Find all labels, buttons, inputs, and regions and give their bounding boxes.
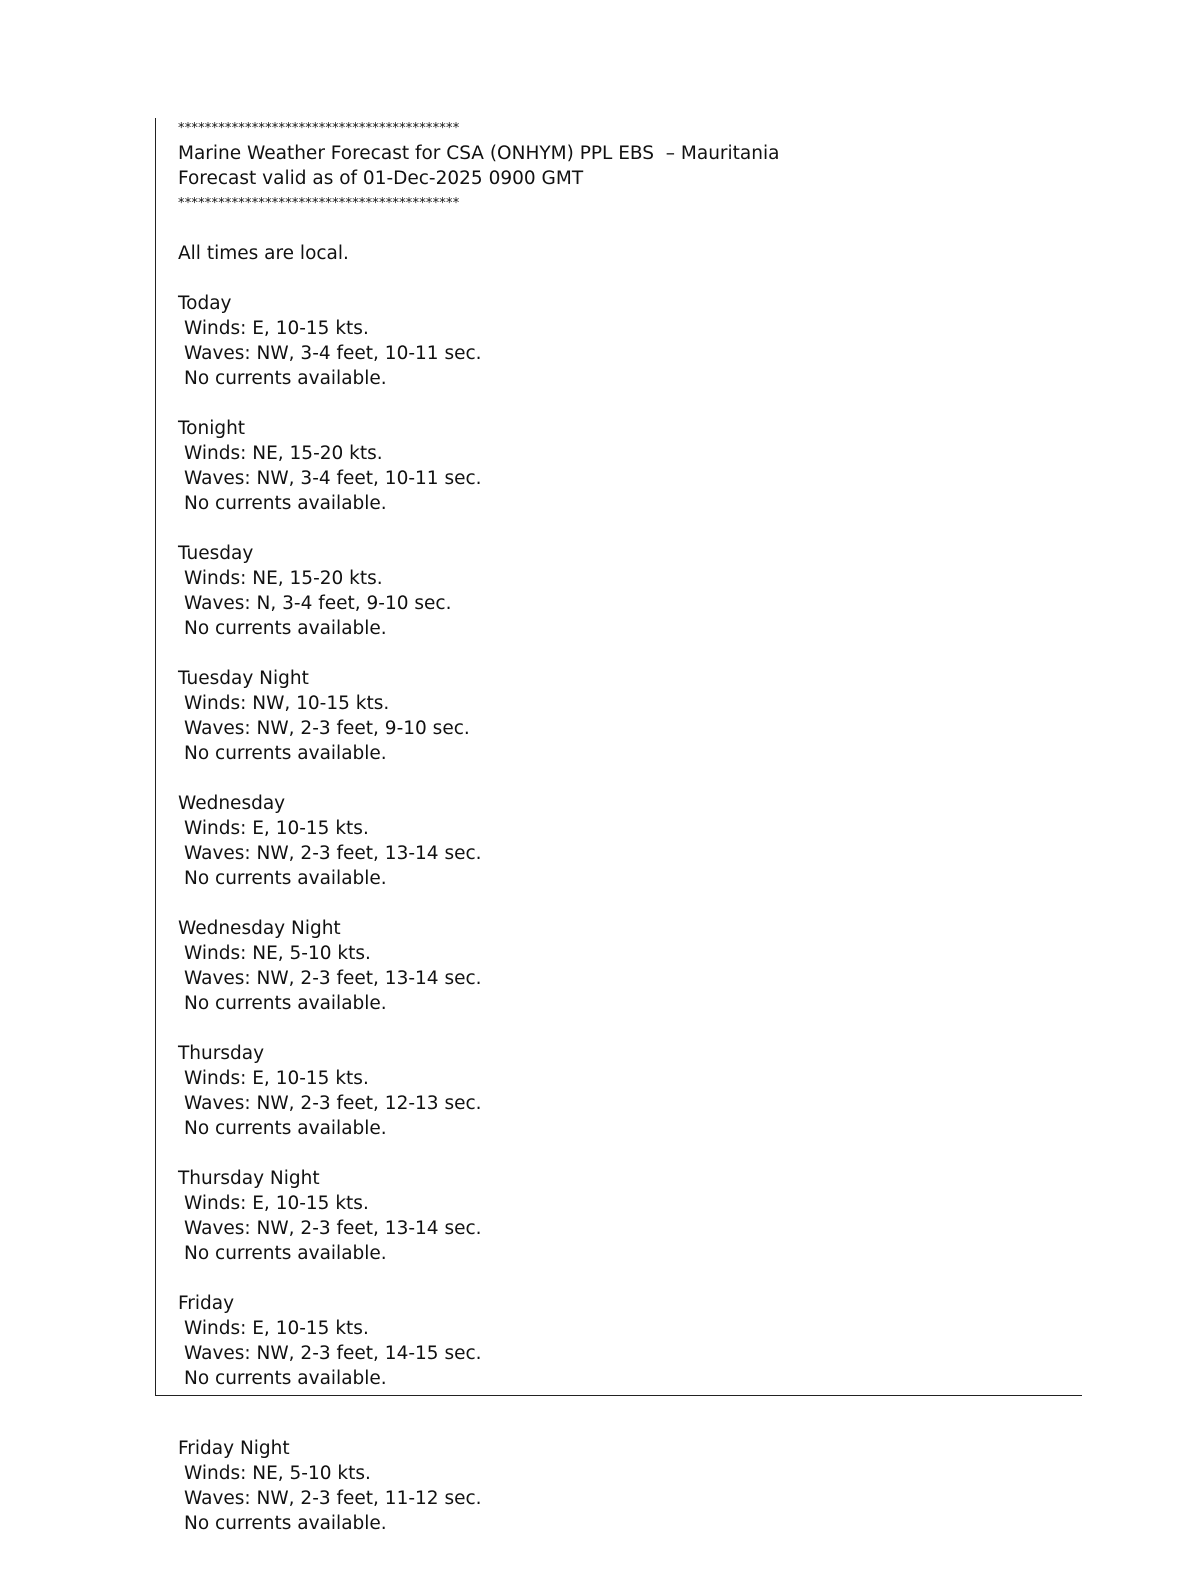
- period-name: Tuesday Night: [178, 668, 309, 689]
- forecast-period: [178, 541, 1078, 666]
- forecast-period: [178, 1166, 1078, 1291]
- period-currents: No currents available.: [184, 493, 387, 514]
- period-winds: Winds: E, 10-15 kts.: [184, 318, 369, 339]
- forecast-period: [178, 291, 1078, 416]
- period-winds: Winds: NE, 5-10 kts.: [184, 943, 371, 964]
- period-winds: Winds: E, 10-15 kts.: [184, 1068, 369, 1089]
- period-waves: Waves: NW, 2-3 feet, 9-10 sec.: [184, 718, 470, 739]
- period-spacer: [178, 1536, 1078, 1561]
- header-stars-top: ******************************************: [178, 121, 460, 136]
- period-name: Today: [178, 293, 232, 314]
- forecast-periods: [178, 291, 1078, 1561]
- period-name: Tonight: [178, 418, 246, 439]
- period-waves: Waves: NW, 3-4 feet, 10-11 sec.: [184, 468, 482, 489]
- period-currents: No currents available.: [184, 993, 387, 1014]
- period-spacer: [178, 641, 1078, 666]
- period-name: Thursday Night: [178, 1168, 320, 1189]
- period-waves: Waves: NW, 2-3 feet, 13-14 sec.: [184, 1218, 482, 1239]
- period-spacer: [178, 1141, 1078, 1166]
- spacer: [178, 216, 1078, 241]
- period-spacer: [178, 516, 1078, 541]
- period-currents: No currents available.: [184, 868, 387, 889]
- period-name: Thursday: [178, 1043, 265, 1064]
- period-waves: Waves: NW, 2-3 feet, 12-13 sec.: [184, 1093, 482, 1114]
- period-spacer: [178, 1266, 1078, 1291]
- period-name: Tuesday: [178, 543, 254, 564]
- period-spacer: [178, 1391, 1078, 1436]
- period-waves: Waves: NW, 2-3 feet, 13-14 sec.: [184, 843, 482, 864]
- header-stars-bottom: ******************************************: [178, 196, 460, 211]
- period-waves: Waves: NW, 2-3 feet, 13-14 sec.: [184, 968, 482, 989]
- period-currents: No currents available.: [184, 1368, 387, 1389]
- forecast-period: [178, 1436, 1078, 1561]
- period-winds: Winds: NW, 10-15 kts.: [184, 693, 390, 714]
- period-currents: No currents available.: [184, 1118, 387, 1139]
- period-spacer: [178, 891, 1078, 916]
- period-waves: Waves: N, 3-4 feet, 9-10 sec.: [184, 593, 452, 614]
- period-waves: Waves: NW, 2-3 feet, 11-12 sec.: [184, 1488, 482, 1509]
- frame-left-border: [155, 118, 156, 1396]
- period-currents: No currents available.: [184, 618, 387, 639]
- forecast-period: [178, 1041, 1078, 1166]
- period-winds: Winds: E, 10-15 kts.: [184, 1193, 369, 1214]
- forecast-content: [178, 116, 1078, 1561]
- spacer: [178, 266, 1078, 291]
- period-spacer: [178, 1016, 1078, 1041]
- forecast-title: Marine Weather Forecast for CSA (ONHYM) PPL EBS – Mauritania: [178, 143, 780, 164]
- period-waves: Waves: NW, 3-4 feet, 10-11 sec.: [184, 343, 482, 364]
- period-waves: Waves: NW, 2-3 feet, 14-15 sec.: [184, 1343, 482, 1364]
- forecast-period: [178, 1291, 1078, 1436]
- period-winds: Winds: NE, 15-20 kts.: [184, 568, 383, 589]
- times-note: All times are local.: [178, 243, 349, 264]
- period-currents: No currents available.: [184, 743, 387, 764]
- forecast-valid-time: Forecast valid as of 01-Dec-2025 0900 GMT: [178, 168, 584, 189]
- period-winds: Winds: NE, 5-10 kts.: [184, 1463, 371, 1484]
- period-name: Wednesday Night: [178, 918, 341, 939]
- period-spacer: [178, 391, 1078, 416]
- period-name: Wednesday: [178, 793, 286, 814]
- period-currents: No currents available.: [184, 368, 387, 389]
- forecast-period: [178, 416, 1078, 541]
- period-winds: Winds: E, 10-15 kts.: [184, 818, 369, 839]
- period-name: Friday Night: [178, 1438, 290, 1459]
- period-currents: No currents available.: [184, 1513, 387, 1534]
- period-currents: No currents available.: [184, 1243, 387, 1264]
- forecast-period: [178, 916, 1078, 1041]
- forecast-period: [178, 666, 1078, 791]
- period-name: Friday: [178, 1293, 235, 1314]
- forecast-period: [178, 791, 1078, 916]
- period-spacer: [178, 766, 1078, 791]
- period-winds: Winds: NE, 15-20 kts.: [184, 443, 383, 464]
- period-winds: Winds: E, 10-15 kts.: [184, 1318, 369, 1339]
